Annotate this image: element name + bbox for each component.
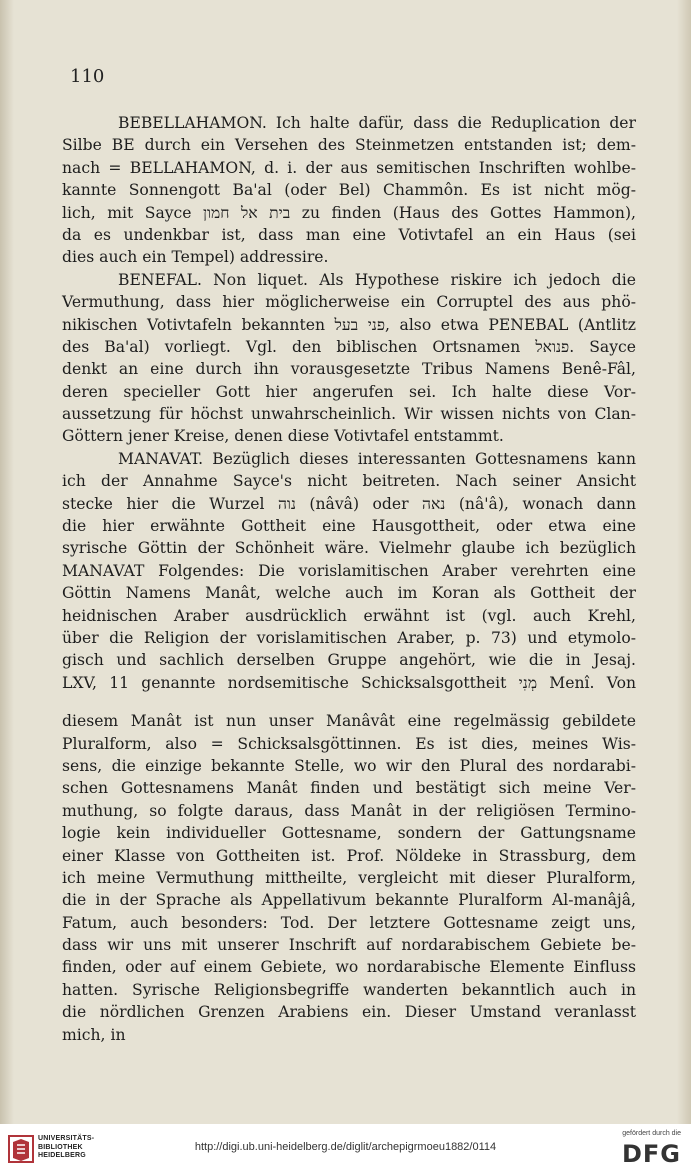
page-edge-shadow-right: [677, 0, 691, 1124]
text-line: lich, mit Sayce בית אל חמון zu finden (Haus des Gottes Hammon),: [62, 203, 636, 222]
text-line: heidnischen Araber ausdrücklich erwähnt ist (vgl. auch Krehl,: [62, 606, 636, 625]
text-line: denkt an eine durch ihn vorausgesetzte Tribus Namens Benê-Fâl,: [62, 360, 636, 379]
text-line: hatten. Syrische Religionsbegriffe wanderten bekanntlich auch in: [62, 980, 636, 999]
text-line: syrische Göttin der Schönheit wäre. Vielmehr glaube ich bezüglich: [62, 539, 636, 558]
text-line: Silbe BE durch ein Versehen des Steinmetzen entstanden ist; dem-: [62, 136, 636, 155]
text-line: dies auch ein Tempel) addressire.: [62, 248, 329, 267]
digitization-footer: [0, 1124, 691, 1174]
text-line: deren specieller Gott hier angerufen sei. Ich halte diese Vor-: [62, 382, 636, 401]
text-line: gisch und sachlich derselben Gruppe angehört, wie die in Jesaj.: [62, 651, 636, 670]
text-line: Göttin Namens Manât, welche auch im Koran als Gottheit der: [62, 584, 636, 603]
text-line: schen Gottesnamens Manât finden und bestätigt sich meine Ver-: [62, 779, 636, 798]
body-text: [62, 112, 636, 1046]
dfg-logo: DFG: [621, 1140, 681, 1168]
text-line: aussetzung für höchst unwahrscheinlich. Wir wissen nichts von Clan-: [62, 405, 636, 424]
text-line: logie kein individueller Gottesname, sondern der Gattungsname: [62, 824, 636, 843]
text-line: nikischen Votivtafeln bekannten פני בעל, also etwa PENEBAL (Antlitz: [62, 315, 637, 334]
text-line: LXV, 11 genannte nordsemitische Schicksalsgottheit מְנִי Menî. Von: [62, 673, 637, 692]
text-line: diesem Manât ist nun unser Manâvât eine regelmässig gebildete: [62, 712, 636, 731]
text-line: Vermuthung, dass hier möglicherweise ein Corruptel des aus phö-: [62, 293, 636, 312]
text-line: des Ba'al) vorliegt. Vgl. den biblischen Ortsnamen פנואל. Sayce: [62, 337, 636, 356]
funding-note: gefördert durch die: [622, 1130, 681, 1137]
text-line: die hier erwähnte Gottheit eine Hausgottheit, oder etwa eine: [62, 517, 636, 536]
text-line: Pluralform, also = Schicksalsgöttinnen. Es ist dies, meines Wis-: [62, 734, 636, 753]
text-line: dass wir uns mit unserer Inschrift auf nordarabischem Gebiete be-: [62, 936, 636, 955]
text-line: BENEFAL. Non liquet. Als Hypothese riskire ich jedoch die: [118, 270, 636, 289]
text-line: stecke hier die Wurzel נוה (nâvâ) oder נאה (nâ'â), wonach dann: [62, 494, 636, 513]
text-line: BEBELLAHAMON. Ich halte dafür, dass die Reduplication der: [118, 114, 636, 132]
page-number: 110: [70, 66, 105, 87]
text-line: muthung, so folgte daraus, dass Manât in der religiösen Termino-: [62, 801, 636, 820]
text-line: Göttern jener Kreise, denen diese Votivtafel entstammt.: [62, 427, 504, 446]
text-line: kannte Sonnengott Ba'al (oder Bel) Chammôn. Es ist nicht mög-: [62, 181, 636, 200]
permalink-url[interactable]: http://digi.ub.uni-heidelberg.de/diglit/archepigrmoeu1882/0114: [194, 1141, 497, 1153]
line-gap: [62, 694, 636, 710]
page-edge-shadow-left: [0, 0, 14, 1124]
text-line: über die Religion der vorislamitischen Araber, p. 73) und etymolo-: [62, 628, 636, 647]
text-line: die in der Sprache als Appellativum bekannte Pluralform Al-manâjâ,: [62, 891, 636, 910]
text-line: ich meine Vermuthung mittheilte, vergleicht mit dieser Pluralform,: [62, 868, 636, 887]
text-line: finden, oder auf einem Gebiete, wo nordarabische Elemente Einfluss: [62, 958, 636, 977]
text-line: MANAVAT Folgendes: Die vorislamitischen Araber verehrten eine: [62, 561, 636, 580]
text-line: ich der Annahme Sayce's nicht beitreten. Nach seiner Ansicht: [62, 472, 636, 491]
text-line: mich, in: [62, 1025, 126, 1044]
text-line: die nördlichen Grenzen Arabiens ein. Dieser Umstand veranlasst: [62, 1003, 636, 1022]
library-name: UNIVERSITÄTS- BIBLIOTHEK HEIDELBERG: [38, 1135, 95, 1159]
text-line: sens, die einzige bekannte Stelle, wo wir den Plural des nordarabi-: [62, 756, 636, 775]
text-line: da es undenkbar ist, dass man eine Votivtafel an ein Haus (sei: [62, 225, 636, 244]
text-line: MANAVAT. Bezüglich dieses interessanten Gottesnamens kann: [118, 449, 636, 468]
text-line: einer Klasse von Gottheiten ist. Prof. Nöldeke in Strassburg, dem: [62, 846, 636, 865]
text-line: nach = BELLAHAMON, d. i. der aus semitischen Inschriften wohlbe-: [62, 158, 636, 177]
text-line: Fatum, auch besonders: Tod. Der letztere Gottesname zeigt uns,: [62, 913, 636, 932]
